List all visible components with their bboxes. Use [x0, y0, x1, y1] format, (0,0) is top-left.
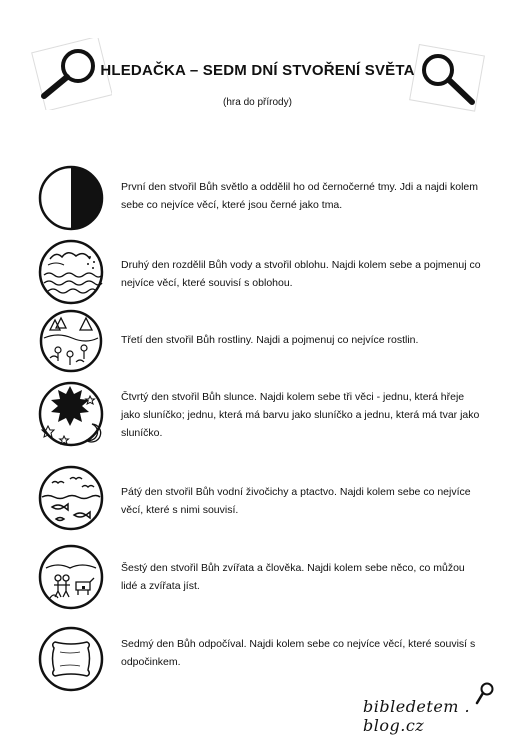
day-text-3: Třetí den stvořil Bůh rostliny. Najdi a pojmenuj co nejvíce rostlin. — [121, 334, 419, 346]
light-darkness-icon — [36, 163, 106, 233]
sky-waters-icon — [36, 237, 106, 307]
page-title: HLEDAČKA – SEDM DNÍ STVOŘENÍ SVĚTA — [100, 62, 415, 79]
day-item-3 — [36, 308, 486, 374]
day-item-7 — [36, 624, 486, 694]
day-text-4: Čtvrtý den stvořil Bůh slunce. Najdi kolem sebe tři věci - jednu, která hřeje jako sluníčko; jednu, která má barvu jako sluníčko a jednu, která má tvar jako sluníčko. — [121, 391, 480, 439]
day-text-6: Šestý den stvořil Bůh zvířata a člověka. Najdi kolem sebe něco, co můžou lidé a zvířata jíst. — [121, 562, 465, 592]
day-text-2: Druhý den rozdělil Bůh vody a stvořil oblohu. Najdi kolem sebe a pojmenuj co nejvíce věcí, které souvisí s oblohou. — [121, 259, 481, 289]
birds-fish-icon — [36, 463, 106, 533]
pillow-rest-icon — [36, 624, 106, 694]
animals-people-icon — [36, 542, 106, 612]
day-item-5 — [36, 463, 486, 533]
page-subtitle: (hra do přírody) — [223, 97, 292, 108]
day-item-1 — [36, 163, 486, 233]
plants-icon — [36, 308, 106, 374]
magnifier-logo-icon — [472, 681, 496, 707]
day-text-5: Pátý den stvořil Bůh vodní živočichy a ptactvo. Najdi kolem sebe co nejvíce věcí, které s nimi souvisí. — [121, 486, 471, 516]
sun-moon-stars-icon — [36, 378, 106, 450]
day-item-4 — [36, 378, 486, 450]
blog-logo: bibledetem . blog.cz — [363, 697, 471, 735]
day-text-1: První den stvořil Bůh světlo a oddělil ho od černočerné tmy. Jdi a najdi kolem sebe co nejvíce věcí, které jsou černé jako tma. — [121, 181, 478, 211]
day-item-2 — [36, 237, 486, 307]
day-text-7: Sedmý den Bůh odpočíval. Najdi kolem sebe co nejvíce věcí, které souvisí s odpočinkem. — [121, 638, 476, 668]
day-item-6 — [36, 542, 486, 612]
